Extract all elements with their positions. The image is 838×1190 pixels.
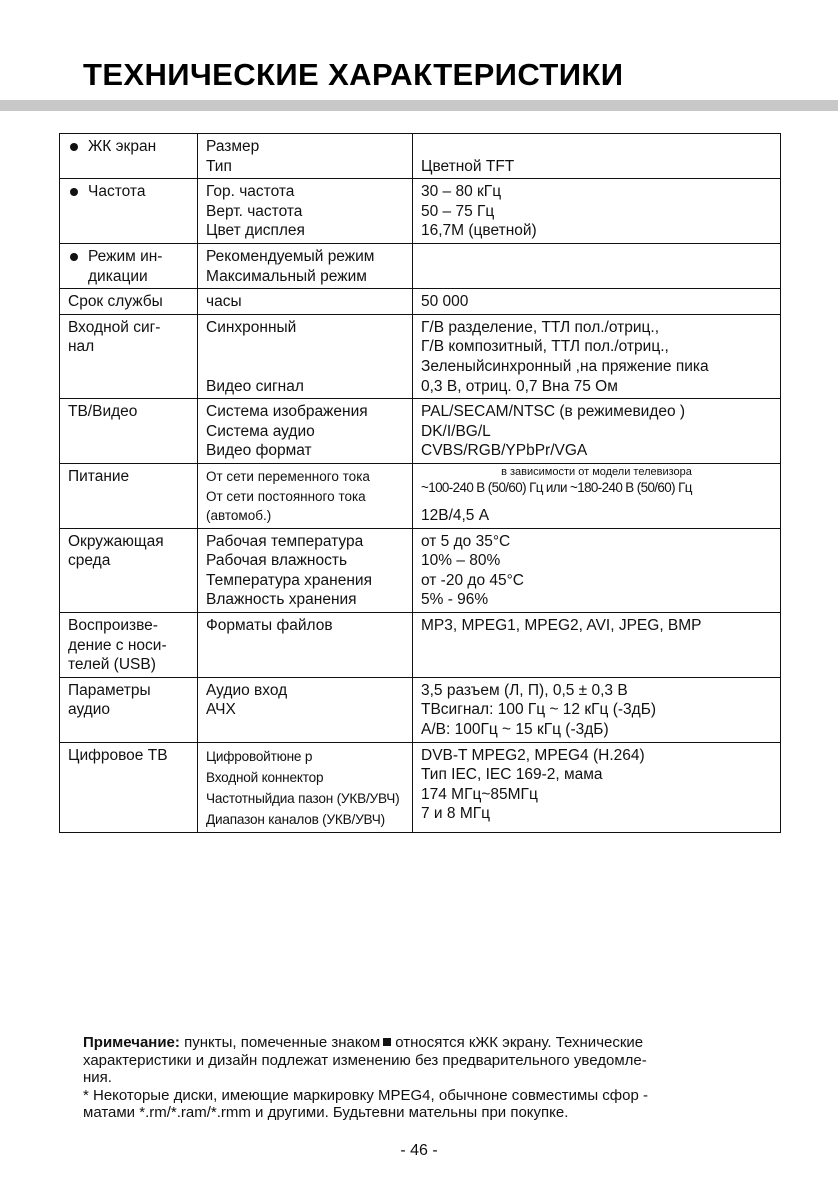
value-cell xyxy=(413,613,781,678)
row-label: Цифровое ТВ xyxy=(68,746,168,764)
param-text: Система аудио xyxy=(206,422,315,440)
table-row xyxy=(60,399,781,464)
param-text: Рабочая влажность xyxy=(206,552,348,570)
value-text: А/В: 100Гц ~ 15 кГц (-3дБ) xyxy=(421,721,609,739)
value-text: DVB-T MPEG2, MPEG4 (H.264) xyxy=(421,746,645,764)
table-row xyxy=(60,677,781,742)
row-label: ТВ/Видео xyxy=(68,403,138,421)
param-cell xyxy=(198,289,413,315)
row-label-cell xyxy=(60,677,198,742)
value-cell xyxy=(413,243,781,288)
table-row xyxy=(60,134,781,179)
param-empty xyxy=(206,357,404,377)
row-label: нал xyxy=(68,338,95,356)
param-text: Рабочая температура xyxy=(206,532,364,550)
spec-table xyxy=(59,133,781,833)
table-row xyxy=(60,314,781,398)
note-text: относятся кЖК экрану. Технические xyxy=(395,1034,644,1051)
value-cell xyxy=(413,314,781,398)
param-text: Аудио вход xyxy=(206,681,288,699)
row-label: Срок службы xyxy=(68,293,163,311)
note-label: Примечание: xyxy=(83,1034,180,1051)
note-line: матами *.rm/*.ram/*.rmm и другими. Будьтевни мательны при покупке. xyxy=(83,1104,569,1122)
param-text: Система изображения xyxy=(206,403,368,421)
param-text: Тип xyxy=(206,157,232,175)
row-label: Входной сиг- xyxy=(68,318,161,336)
page-title: ТЕХНИЧЕСКИЕ ХАРАКТЕРИСТИКИ xyxy=(83,57,624,92)
value-text: 7 и 8 МГц xyxy=(421,805,491,823)
param-text: Форматы файлов xyxy=(206,617,333,635)
row-label-cell xyxy=(60,613,198,678)
row-label: среда xyxy=(68,552,111,570)
square-mark-icon xyxy=(383,1038,391,1046)
param-text: Видео сигнал xyxy=(206,377,304,395)
value-text: Зеленыйсинхронный ,на пряжение пика xyxy=(421,357,709,375)
note-line xyxy=(83,1034,773,1052)
param-text: (автомоб.) xyxy=(206,508,272,524)
param-text: От сети постоянного тока xyxy=(206,488,366,504)
note-text: пункты, помеченные знаком xyxy=(179,1034,381,1051)
param-cell xyxy=(198,463,413,528)
param-text: Гор. частота xyxy=(206,183,295,201)
param-text: Верт. частота xyxy=(206,202,303,220)
row-label: Окружающая xyxy=(68,532,164,550)
value-text: DK/I/BG/L xyxy=(421,422,491,440)
value-text: 50 – 75 Гц xyxy=(421,202,495,220)
param-cell xyxy=(198,243,413,288)
value-text: Тип IEC, IEC 169-2, мама xyxy=(421,766,603,784)
row-label: телей (USB) xyxy=(68,656,156,674)
param-text: От сети переменного тока xyxy=(206,468,370,484)
note-line: характеристики и дизайн подлежат изменению без предварительного уведомле- xyxy=(83,1051,647,1069)
row-label: Параметры xyxy=(68,681,151,699)
param-text: Видео формат xyxy=(206,442,312,460)
param-cell xyxy=(198,179,413,244)
param-cell xyxy=(198,399,413,464)
value-text: 50 000 xyxy=(421,293,469,311)
value-text: MP3, MPEG1, MPEG2, AVI, JPEG, BMP xyxy=(421,617,702,635)
value-text: Г/В разделение, ТТЛ пол./отриц., xyxy=(421,318,659,336)
value-text: 5% - 96% xyxy=(421,591,489,609)
value-text: 30 – 80 кГц xyxy=(421,183,502,201)
row-label: дикации xyxy=(88,267,148,285)
table-row xyxy=(60,463,781,528)
value-spacer xyxy=(421,498,772,506)
table-row xyxy=(60,243,781,288)
value-text: 12В/4,5 А xyxy=(421,506,490,524)
value-text: Цветной TFT xyxy=(421,157,515,175)
table-row xyxy=(60,613,781,678)
row-label-cell xyxy=(60,463,198,528)
row-label: Частота xyxy=(88,183,146,201)
value-cell xyxy=(413,677,781,742)
value-text: Г/В композитный, ТТЛ пол./отриц., xyxy=(421,338,669,356)
row-label-cell xyxy=(60,399,198,464)
row-label: Воспроизве- xyxy=(68,617,158,635)
param-text: Максимальный режим xyxy=(206,267,367,285)
value-cell xyxy=(413,289,781,315)
value-cell xyxy=(413,528,781,612)
row-label: ЖК экран xyxy=(88,138,157,155)
value-text: ТВсигнал: 100 Гц ~ 12 кГц (-3дБ) xyxy=(421,701,657,719)
value-cell xyxy=(413,134,781,179)
bullet-icon xyxy=(70,143,78,151)
table-row xyxy=(60,742,781,832)
value-cell xyxy=(413,463,781,528)
param-empty xyxy=(206,337,404,357)
value-text: 3,5 разъем (Л, П), 0,5 ± 0,3 В xyxy=(421,681,628,699)
row-label: Питание xyxy=(68,467,130,485)
row-label: дение с носи- xyxy=(68,636,167,654)
row-label-cell xyxy=(60,289,198,315)
param-text: Частотныйдиа пазон (УКВ/УВЧ) xyxy=(206,790,400,806)
param-text: Цвет дисплея xyxy=(206,222,305,240)
table-row xyxy=(60,528,781,612)
value-text: 174 МГц~85МГц xyxy=(421,785,538,803)
page-number: - 46 - xyxy=(400,1142,438,1159)
value-empty xyxy=(421,137,772,157)
param-cell xyxy=(198,677,413,742)
param-text: АЧХ xyxy=(206,701,236,719)
row-label-cell xyxy=(60,134,198,179)
row-label-cell xyxy=(60,528,198,612)
value-text: 0,3 В, отриц. 0,7 Вна 75 Ом xyxy=(421,377,618,395)
param-cell xyxy=(198,528,413,612)
param-text: Цифровойтюне р xyxy=(206,748,313,764)
row-label-cell xyxy=(60,742,198,832)
value-text: ~100-240 В (50/60) Гц или ~180-240 В (50/60) Гц xyxy=(421,479,692,495)
model-dependency-note: в зависимости от модели телевизора xyxy=(501,465,692,478)
row-label: Режим ин- xyxy=(88,247,163,265)
footnote xyxy=(83,1034,773,1122)
table-row xyxy=(60,179,781,244)
value-cell xyxy=(413,742,781,832)
value-text: PAL/SECAM/NTSC (в режимевидео ) xyxy=(421,403,686,421)
value-text: 16,7М (цветной) xyxy=(421,222,537,240)
param-cell xyxy=(198,314,413,398)
value-cell xyxy=(413,179,781,244)
value-text: 10% – 80% xyxy=(421,552,501,570)
value-text: от -20 до 45°C xyxy=(421,571,524,589)
row-label-cell xyxy=(60,179,198,244)
param-text: часы xyxy=(206,293,242,311)
row-label-cell xyxy=(60,243,198,288)
param-text: Рекомендуемый режим xyxy=(206,247,375,265)
table-row xyxy=(60,289,781,315)
value-cell xyxy=(413,399,781,464)
note-line: * Некоторые диски, имеющие маркировку MPEG4, обычноне совместимы сфор - xyxy=(83,1086,648,1104)
value-text: CVBS/RGB/YPbPr/VGA xyxy=(421,442,588,460)
row-label-cell xyxy=(60,314,198,398)
param-cell xyxy=(198,134,413,179)
param-text: Влажность хранения xyxy=(206,591,357,609)
param-text: Синхронный xyxy=(206,318,297,336)
param-text: Температура хранения xyxy=(206,571,372,589)
bullet-icon xyxy=(70,253,78,261)
row-label: аудио xyxy=(68,701,111,719)
param-cell xyxy=(198,613,413,678)
note-line: ния. xyxy=(83,1069,112,1087)
param-text: Входной коннектор xyxy=(206,769,324,785)
param-cell xyxy=(198,742,413,832)
param-text: Размер xyxy=(206,138,260,155)
param-text: Диапазон каналов (УКВ/УВЧ) xyxy=(206,811,385,827)
title-underline-bar xyxy=(0,100,838,111)
bullet-icon xyxy=(70,188,78,196)
value-text: от 5 до 35°C xyxy=(421,532,511,550)
